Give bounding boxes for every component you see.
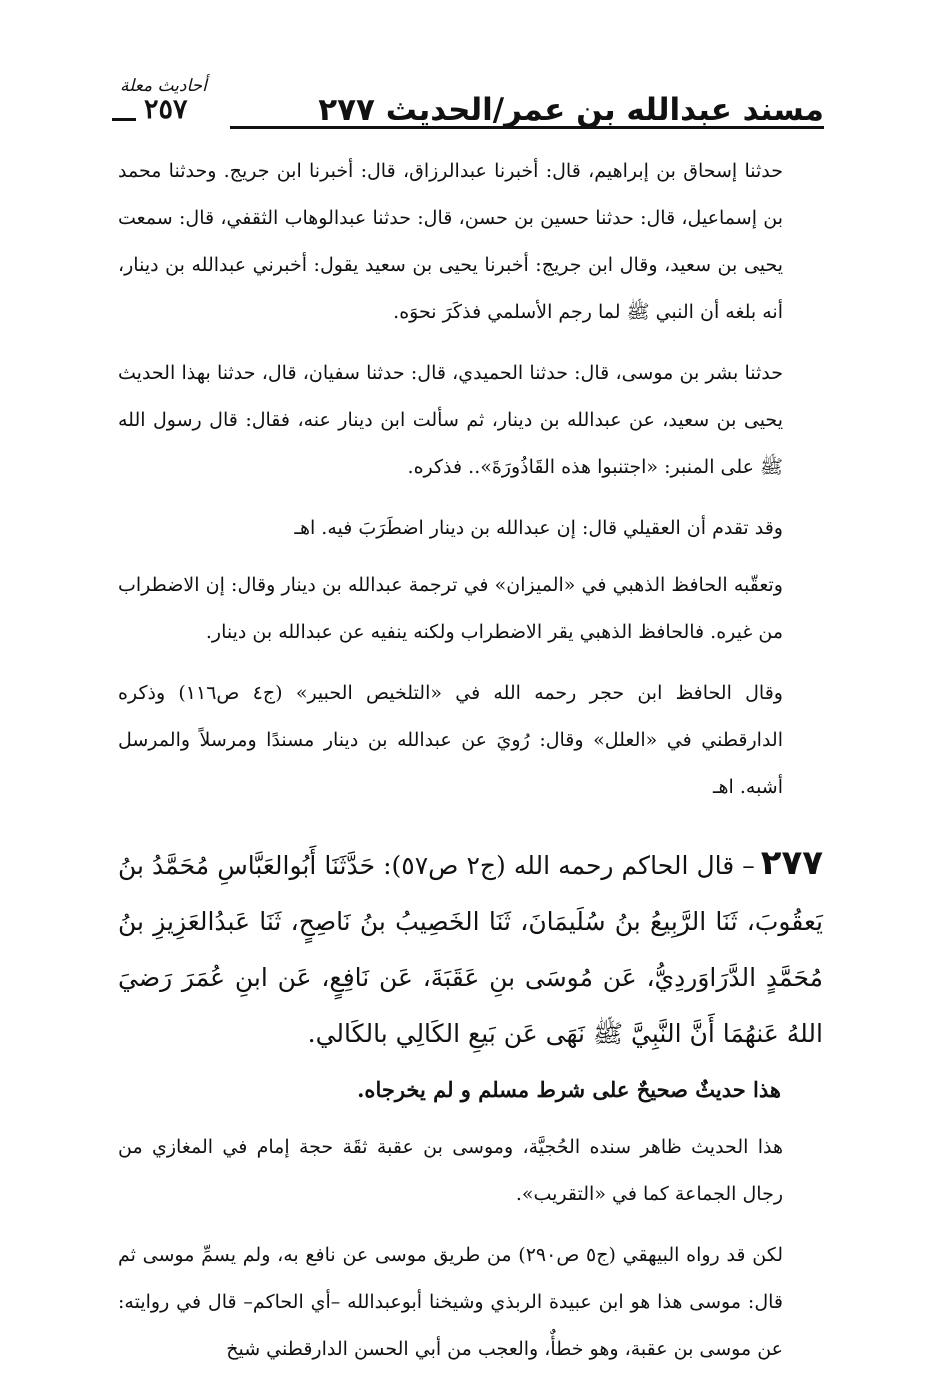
commentary-paragraph: لكن قد رواه البيهقي (ج٥ ص٢٩٠) من طريق موسى عن نافع به، ولم يسمِّ موسى ثم قال: موسى هذا هو ابن عبيدة الربذي وشيخنا أبوعبدالله –أي الحاكم– قال في روايته: عن موسى بن عقبة، وهو خطأٌ، والعجب من أبي الحسن الدارقطني شيخ [118,1244,783,1360]
page-number: ٢٥٧ [144,94,188,125]
paragraph: وقد تقدم أن العقيلي قال: إن عبدالله بن دينار اضطَرَبَ فيه. اهـ [294,517,783,539]
header-dash [112,118,136,121]
paragraph: وقال الحافظ ابن حجر رحمه الله في «التلخيص الحبير» (ج٤ ص١١٦) وذكره الدارقطني في «العلل» وقال: رُويَ عن عبدالله بن دينار مسندًا ومرسلاً والمرسل أشبه. اهـ [118,682,783,798]
hadith-verdict: هذا حديثٌ صحيحٌ على شرط مسلم و لم يخرجاه. [357,1077,781,1102]
paragraph: حدثنا بشر بن موسى، قال: حدثنا الحميدي، قال: حدثنا سفيان، قال، حدثنا بهذا الحديث يحيى بن سعيد، عن عبدالله بن دينار، ثم سألت ابن دينار عنه، فقال: قال رسول الله ﷺ على المنبر: «اجتنبوا هذه القَاذُورَةَ».. فذكره. [118,362,783,478]
book-title: أحاديث معلة [120,76,207,96]
paragraph: وتعقّبه الحافظ الذهبي في «الميزان» في ترجمة عبدالله بن دينار وقال: إن الاضطراب من غيره. فالحافظ الذهبي يقر الاضطراب ولكنه ينفيه عن عبدالله بن دينار. [118,574,783,643]
commentary-paragraph: هذا الحديث ظاهر سنده الحُجيَّة، وموسى بن عقبة ثقَة حجة إمام في المغازي من رجال الجماعة كما في «التقريب». [118,1136,783,1205]
hadith-text: – قال الحاكم رحمه الله (ج٢ ص٥٧): حَدَّثَنَا أَبُوالعَبَّاسِ مُحَمَّدُ بنُ يَعقُوبَ، ثَنَا الرَّبِيعُ بنُ سُلَيمَانَ، ثَنَا الخَصِيبُ بنُ نَاصِحٍ، ثَنَا عَبدُالعَزِيزِ بنُ مُحَمَّدٍ الدَّرَاوَردِيُّ، عَن مُوسَى بنِ عَقَبَةَ، عَن نَافِعٍ، عَن ابنِ عُمَرَ رَضيَ اللهُ عَنهُمَا أَنَّ النَّبِيَّ ﷺ نَهَى عَن بَيعِ الكَالِي بالكَالي. [118,851,823,1048]
page-body [118,148,823,1387]
page-header [112,70,824,130]
running-title: مسند عبدالله بن عمر/الحديث ٢٧٧ [318,92,824,128]
hadith-277 [118,835,823,1062]
header-rule [230,126,824,129]
hadith-number: ٢٧٧ [760,843,824,883]
paragraph: حدثنا إسحاق بن إبراهيم، قال: أخبرنا عبدالرزاق، قال: أخبرنا ابن جريج. وحدثنا محمد بن إسماعيل، قال: حدثنا حسين بن حسن، قال: حدثنا عبدالوهاب الثقفي، قال: سمعت يحيى بن سعيد، وقال ابن جريج: أخبرنا يحيى بن سعيد يقول: أخبرني عبدالله بن دينار، أنه بلغه أن النبي ﷺ لما رجم الأسلمي فذكَرَ نحوَه. [118,160,783,323]
